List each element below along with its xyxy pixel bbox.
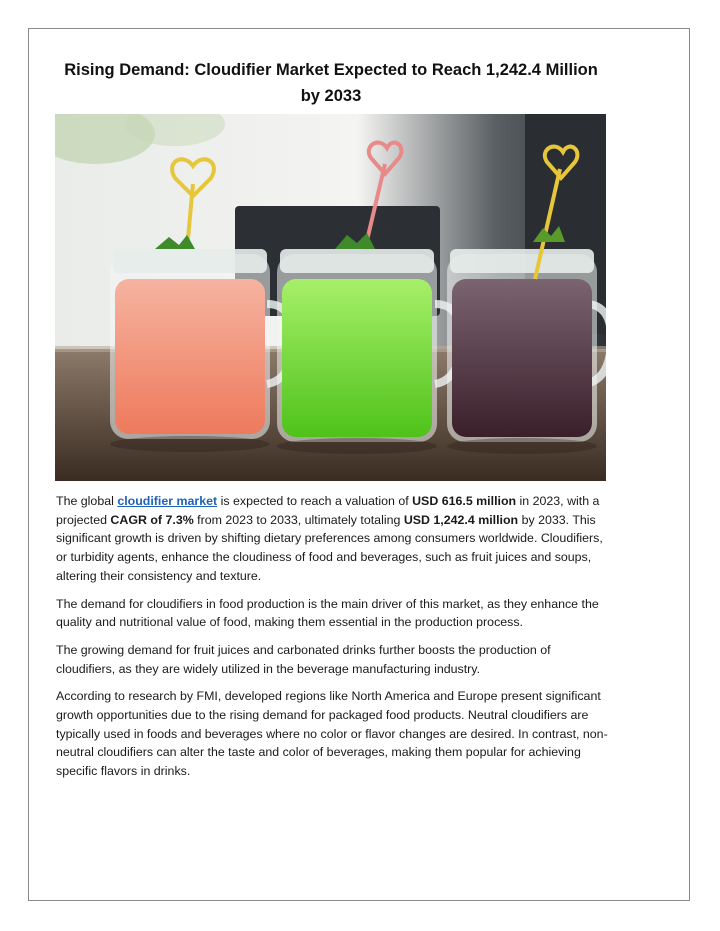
article-body [56,492,609,790]
document-title: Rising Demand: Cloudifier Market Expected to Reach 1,242.4 Million by 2033 [64,61,598,105]
drinks-photo [55,114,606,481]
paragraph-1: The global cloudifier market is expected to reach a valuation of USD 616.5 million in 2023, with a projected CAGR of 7.3% from 2023 to 2033, ultimately totaling USD 1,242.4 million by 2033. This significant growth is driven by shifting dietary preferences among consumers worldwide. Cloudifiers, or turbidity agents, enhance the cloudiness of food and beverages, such as fruit juices and soups, altering their consistency and texture. [56,494,603,583]
cloudifier-market-link[interactable]: cloudifier market [117,494,218,508]
paragraph-4: According to research by FMI, developed regions like North America and Europe present significant growth opportunities due to the rising demand for packaged food products. Neutral cloudifiers are typically used in foods and beverages where no color or flavor changes are desired. In contrast, non-neutral cloudifiers can alter the taste and color of beverages, making them popular for achieving specific flavors in drinks. [56,689,608,779]
paragraph-2: The demand for cloudifiers in food production is the main driver of this market, as they enhance the quality and nutritional value of food, making them essential in the production process. [56,596,599,630]
paragraph-3: The growing demand for fruit juices and carbonated drinks further boosts the production of cloudifiers, as they are widely utilized in the beverage manufacturing industry. [56,642,551,676]
valuation-2033: USD 1,242.4 million [403,512,519,527]
valuation-2023: USD 616.5 million [412,494,517,508]
cagr-value: CAGR of 7.3% [110,512,194,527]
